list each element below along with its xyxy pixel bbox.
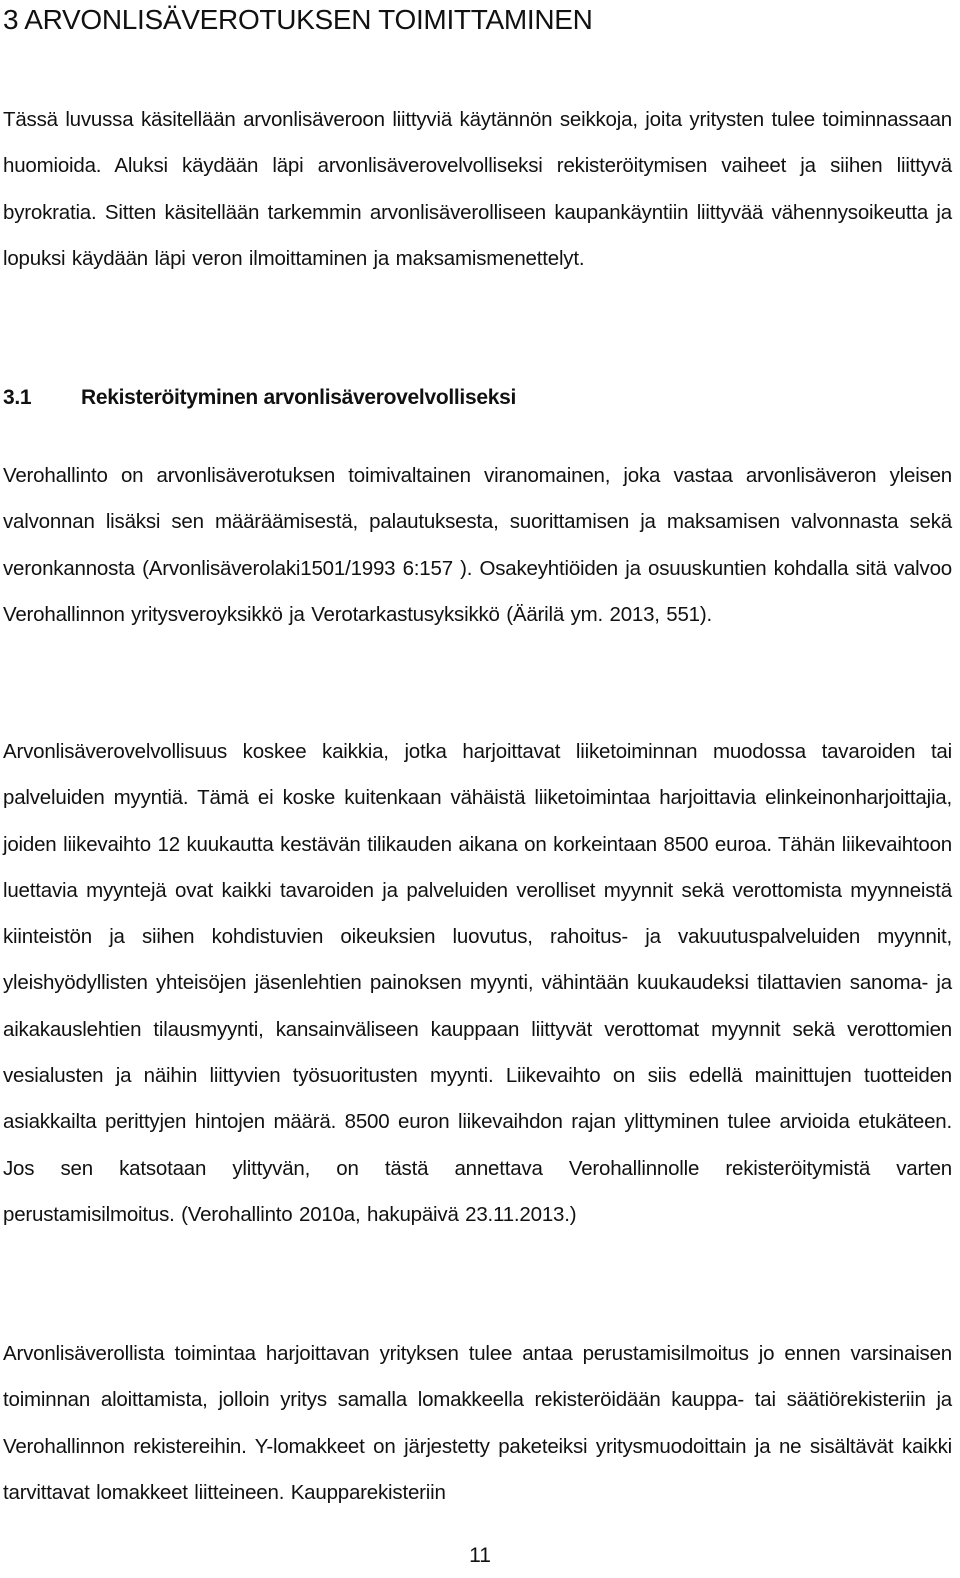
- section-heading: [3, 378, 516, 418]
- section-number: 3.1: [3, 386, 32, 409]
- chapter-title: 3 ARVONLISÄVEROTUKSEN TOIMITTAMINEN: [3, 4, 593, 35]
- page-number: 11: [469, 1544, 491, 1567]
- intro-paragraph: Tässä luvussa käsitellään arvonlisäveroon liittyviä käytännön seikkoja, joita yritysten tulee toiminnassaan huomioida. Aluksi käydään läpi arvonlisäverovelvolliseksi rekisteröitymisen vaiheet ja siihen liittyvä byrokratia. Sitten käsitellään tarkemmin arvonlisäverolliseen kaupankäyntiin liittyvää vähennysoikeutta ja lopuksi käydään läpi veron ilmoittaminen ja maksamismenettelyt.: [3, 108, 952, 270]
- body-paragraph: Arvonlisäverovelvollisuus koskee kaikkia, jotka harjoittavat liiketoiminnan muodossa tavaroiden tai palveluiden myyntiä. Tämä ei koske kuitenkaan vähäistä liiketoimintaa harjoittavia elinkeinonharjoittajia, joiden liikevaihto 12 kuukautta kestävän tilikauden aikana on korkeintaan 8500 euroa. Tähän liikevaihtoon luettavia myyntejä ovat kaikki tavaroiden ja palveluiden verolliset myynnit sekä verottomista myynneistä kiinteistön ja siihen kohdistuvien oikeuksien luovutus, rahoitus- ja vakuutuspalveluiden myynnit, yleishyödyllisten yhteisöjen jäsenlehtien painoksen myynti, vähintään kuukaudeksi tilattavien sanoma- ja aikakauslehtien tilausmyynti, kansainväliseen kauppaan liittyvät verottomat myynnit sekä verottomien vesialusten ja näihin liittyvien työsuoritusten myynti. Liikevaihto on siis edellä mainittujen tuotteiden asiakkailta perittyjen hintojen määrä. 8500 euron liikevaihdon rajan ylittyminen tulee arvioida etukäteen. Jos sen katsotaan ylittyvän, on tästä annettava Verohallinnolle rekisteröitymistä varten perustamisilmoitus. (Verohallinto 2010a, hakupäivä 23.11.2013.): [3, 740, 952, 1226]
- body-paragraph: Arvonlisäverollista toimintaa harjoittavan yrityksen tulee antaa perustamisilmoitus jo ennen varsinaisen toiminnan aloittamista, jolloin yritys samalla lomakkeella rekisteröidään kauppa- tai säätiörekisteriin ja Verohallinnon rekistereihin. Y-lomakkeet on järjestetty paketeiksi yritysmuodoittain ja ne sisältävät kaikki tarvittavat lomakkeet liitteineen. Kaupparekisteriin: [3, 1342, 952, 1504]
- body-paragraph: Verohallinto on arvonlisäverotuksen toimivaltainen viranomainen, joka vastaa arvonlisäveron yleisen valvonnan lisäksi sen määräämisestä, palautuksesta, suorittamisen ja maksamisen valvonnasta sekä veronkannosta (Arvonlisäverolaki1501/1993 6:157 ). Osakeyhtiöiden ja osuuskuntien kohdalla sitä valvoo Verohallinnon yritysveroyksikkö ja Verotarkastusyksikkö (Äärilä ym. 2013, 551).: [3, 464, 952, 626]
- section-title: Rekisteröityminen arvonlisäverovelvolliseksi: [81, 386, 517, 409]
